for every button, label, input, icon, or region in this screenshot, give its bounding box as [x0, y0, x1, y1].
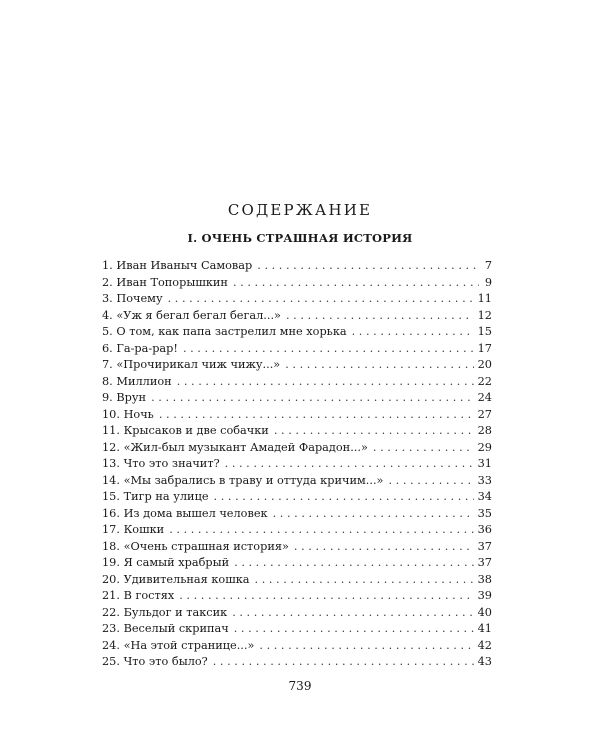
toc-entry [102, 440, 492, 457]
toc-entry-title: Миллион [116, 374, 172, 388]
toc-entry-page: 37 [477, 556, 492, 569]
dot-leader [159, 407, 474, 424]
toc-entry-page: 38 [477, 572, 492, 586]
toc-entry-title: Что это значит? [123, 457, 220, 470]
toc-entry-title: Врун [116, 391, 147, 404]
toc-entry-title: Бульдог и таксик [123, 605, 228, 619]
toc-entry-title: Иван Топорышкин [116, 275, 228, 289]
toc-entry-number: 5. [102, 325, 113, 338]
toc-entry [102, 407, 492, 424]
toc-entry-page: 37 [477, 539, 492, 553]
toc-entry-page: 39 [477, 589, 492, 602]
toc-entry-number: 14. [102, 473, 120, 487]
toc-entry [102, 374, 492, 391]
toc-entry-number: 16. [102, 506, 120, 520]
toc-entry-page: 43 [477, 655, 492, 668]
dot-leader [286, 308, 474, 325]
toc-entry-number: 8. [102, 374, 113, 388]
toc-entry-number: 23. [102, 622, 120, 635]
toc-entry [102, 275, 492, 292]
toc-entry [102, 506, 492, 523]
toc-entry [102, 291, 492, 308]
section-title: I. ОЧЕНЬ СТРАШНАЯ ИСТОРИЯ [187, 231, 413, 245]
dot-leader [352, 324, 474, 341]
toc-entry-number: 21. [102, 589, 120, 602]
dot-leader [183, 341, 474, 358]
toc-entry-page: 28 [477, 424, 492, 437]
dot-leader [232, 605, 473, 622]
toc-entry-number: 4. [102, 308, 113, 322]
toc-entry-page: 42 [477, 638, 492, 652]
dot-leader [213, 654, 474, 671]
toc-entry-number: 22. [102, 605, 120, 619]
toc-entry-title: Веселый скрипач [123, 622, 229, 635]
toc-entry-number: 6. [102, 341, 113, 355]
toc-entry-page: 17 [477, 341, 492, 355]
dot-leader [285, 357, 473, 374]
toc-entry [102, 605, 492, 622]
toc-entry-title: Иван Иваныч Самовар [116, 259, 253, 272]
dot-leader [234, 621, 474, 638]
toc-entry-page: 11 [477, 292, 492, 305]
toc-entry-title: Из дома вышел человек [123, 506, 268, 520]
toc-entry-number: 24. [102, 638, 120, 652]
toc-entry-page: 41 [477, 622, 492, 635]
toc-entry-number: 9. [102, 391, 113, 404]
toc-entry-title: «Уж я бегал бегал бегал...» [116, 308, 281, 322]
toc-entry-number: 1. [102, 259, 113, 272]
dot-leader [294, 539, 474, 556]
toc-entry-title: Почему [116, 292, 163, 305]
toc-entry [102, 423, 492, 440]
toc-entry-title: Что это было? [123, 655, 208, 668]
toc-entry-page: 34 [477, 490, 492, 503]
toc-entry-number: 20. [102, 572, 120, 586]
dot-leader [274, 423, 474, 440]
toc-entry-title: О том, как папа застрелил мне хорька [116, 325, 347, 338]
toc-entry-number: 12. [102, 440, 120, 454]
toc-entry-page: 24 [477, 391, 492, 404]
dot-leader [257, 258, 480, 275]
toc-entry-page: 9 [484, 275, 492, 289]
toc-entry [102, 473, 492, 490]
toc-entry [102, 539, 492, 556]
toc-entry [102, 390, 492, 407]
toc-entry-number: 2. [102, 275, 113, 289]
toc-entry-title: Ночь [123, 407, 154, 421]
toc-entry-number: 13. [102, 457, 120, 470]
toc-entry-page: 7 [484, 259, 492, 272]
toc-entry-title: «Мы забрались в траву и оттуда кричим...» [123, 473, 384, 487]
toc-entry [102, 341, 492, 358]
toc-entry [102, 654, 492, 671]
toc-entry [102, 555, 492, 572]
toc-entry-page: 12 [477, 308, 492, 322]
dot-leader [177, 374, 474, 391]
toc-entry-page: 27 [477, 407, 492, 421]
dot-leader [233, 275, 479, 292]
toc-entry [102, 357, 492, 374]
toc-entry-number: 7. [102, 358, 113, 371]
dot-leader [151, 390, 474, 407]
dot-leader [234, 555, 473, 572]
toc-entry-number: 25. [102, 655, 120, 668]
toc-entry-number: 19. [102, 556, 120, 569]
toc-entry-page: 15 [477, 325, 492, 338]
toc-entry-number: 11. [102, 424, 120, 437]
dot-leader [214, 489, 474, 506]
toc-entry-number: 3. [102, 292, 113, 305]
toc-entry [102, 621, 492, 638]
toc-entry-number: 10. [102, 407, 120, 421]
toc-entry [102, 588, 492, 605]
toc-entry-page: 31 [477, 457, 492, 470]
dot-leader [169, 522, 473, 539]
toc-entry-page: 40 [477, 605, 492, 619]
toc-entry-number: 18. [102, 539, 120, 553]
toc-entry [102, 572, 492, 589]
toc-entry-title: Я самый храбрый [123, 556, 230, 569]
toc-entry [102, 258, 492, 275]
dot-leader [259, 638, 473, 655]
toc-entry [102, 456, 492, 473]
toc-entry [102, 308, 492, 325]
dot-leader [168, 291, 474, 308]
toc-entry-page: 35 [477, 506, 492, 520]
toc-entry-title: Крысаков и две собачки [123, 424, 269, 437]
toc-entry [102, 638, 492, 655]
toc-entry-title: Удивительная кошка [123, 572, 250, 586]
toc-entry-page: 20 [477, 358, 492, 371]
toc-entry-title: Тигр на улице [123, 490, 209, 503]
toc-entry-title: Кошки [123, 523, 165, 536]
toc-entry-number: 17. [102, 523, 120, 536]
dot-leader [255, 572, 474, 589]
toc-entry-title: «Жил-был музыкант Амадей Фарадон...» [123, 440, 368, 454]
dot-leader [373, 440, 474, 457]
page-number: 739 [288, 679, 312, 693]
toc-entry-title: «Очень страшная история» [123, 539, 289, 553]
toc-entry-title: В гостях [123, 589, 175, 602]
toc-entry [102, 324, 492, 341]
dot-leader [273, 506, 474, 523]
dot-leader [179, 588, 473, 605]
toc-entry-page: 29 [477, 440, 492, 454]
toc-entry-number: 15. [102, 490, 120, 503]
dot-leader [225, 456, 474, 473]
toc-entry [102, 489, 492, 506]
table-of-contents [102, 258, 492, 671]
toc-entry-title: «Прочирикал чиж чижу...» [116, 358, 281, 371]
toc-entry-title: Га-ра-рар! [116, 341, 178, 355]
toc-entry [102, 522, 492, 539]
page-title: СОДЕРЖАНИЕ [227, 201, 373, 220]
toc-entry-page: 22 [477, 374, 492, 388]
toc-entry-page: 36 [477, 523, 492, 536]
toc-entry-page: 33 [477, 473, 492, 487]
toc-entry-title: «На этой странице...» [123, 638, 255, 652]
dot-leader [388, 473, 473, 490]
